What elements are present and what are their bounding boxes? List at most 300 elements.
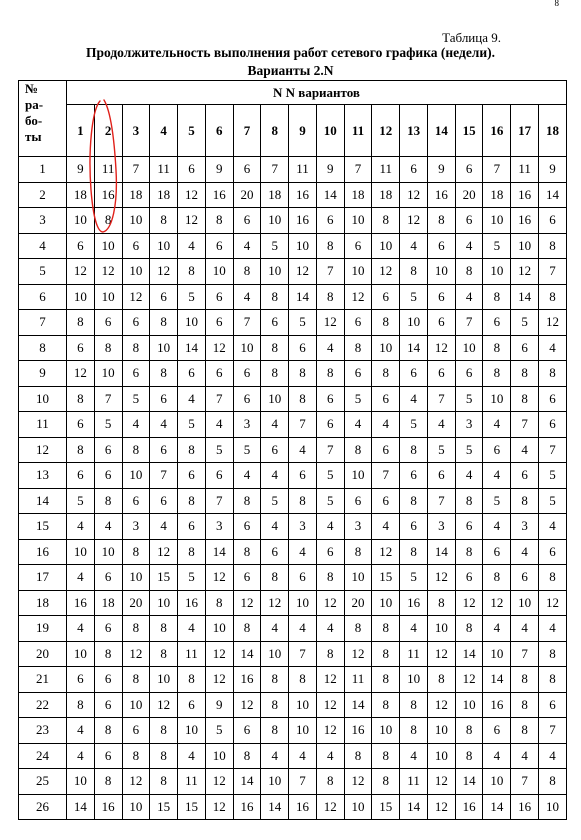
work-number-cell: 4 — [19, 233, 67, 259]
duration-cell: 8 — [400, 437, 428, 463]
duration-cell: 10 — [261, 259, 289, 285]
duration-cell: 10 — [150, 335, 178, 361]
duration-cell: 20 — [122, 590, 150, 616]
duration-cell: 8 — [233, 259, 261, 285]
duration-cell: 8 — [178, 437, 206, 463]
table-row — [19, 743, 567, 769]
duration-cell: 8 — [233, 616, 261, 642]
duration-cell: 6 — [539, 692, 567, 718]
duration-cell: 8 — [150, 641, 178, 667]
duration-cell: 12 — [122, 284, 150, 310]
duration-cell: 11 — [400, 769, 428, 795]
page-number: 8 — [554, 0, 559, 8]
duration-cell: 5 — [261, 488, 289, 514]
duration-cell: 9 — [427, 157, 455, 183]
duration-cell: 8 — [205, 208, 233, 234]
duration-cell: 14 — [67, 794, 95, 820]
duration-cell: 6 — [205, 284, 233, 310]
work-number-cell: 24 — [19, 743, 67, 769]
duration-cell: 12 — [150, 259, 178, 285]
duration-cell: 7 — [316, 437, 344, 463]
duration-cell: 10 — [483, 259, 511, 285]
duration-cell: 6 — [539, 539, 567, 565]
duration-cell: 14 — [261, 794, 289, 820]
duration-cell: 10 — [427, 743, 455, 769]
durations-table — [18, 80, 567, 820]
duration-cell: 8 — [316, 361, 344, 387]
table-label: Таблица 9. — [442, 30, 501, 45]
duration-cell: 12 — [94, 259, 122, 285]
variant-number-header: 18 — [539, 105, 567, 157]
duration-cell: 15 — [372, 565, 400, 591]
duration-cell: 12 — [483, 590, 511, 616]
duration-cell: 4 — [455, 284, 483, 310]
duration-cell: 7 — [511, 412, 539, 438]
duration-cell: 8 — [261, 335, 289, 361]
duration-cell: 10 — [289, 718, 317, 744]
duration-cell: 7 — [289, 641, 317, 667]
corner-line: ра- — [25, 97, 44, 112]
duration-cell: 20 — [344, 590, 372, 616]
duration-cell: 6 — [539, 412, 567, 438]
duration-cell: 6 — [233, 208, 261, 234]
duration-cell: 10 — [400, 310, 428, 336]
duration-cell: 10 — [289, 590, 317, 616]
duration-cell: 12 — [205, 769, 233, 795]
duration-cell: 4 — [483, 616, 511, 642]
duration-cell: 15 — [150, 794, 178, 820]
duration-cell: 14 — [344, 692, 372, 718]
duration-cell: 5 — [344, 386, 372, 412]
duration-cell: 16 — [427, 182, 455, 208]
table-row — [19, 233, 567, 259]
duration-cell: 10 — [150, 667, 178, 693]
duration-cell: 4 — [94, 514, 122, 540]
duration-cell: 11 — [178, 769, 206, 795]
duration-cell: 4 — [483, 412, 511, 438]
variant-number-header: 7 — [233, 105, 261, 157]
variant-number-header: 4 — [150, 105, 178, 157]
duration-cell: 8 — [233, 488, 261, 514]
duration-cell: 4 — [511, 616, 539, 642]
duration-cell: 10 — [150, 233, 178, 259]
duration-cell: 7 — [539, 437, 567, 463]
duration-cell: 8 — [539, 565, 567, 591]
duration-cell: 10 — [261, 208, 289, 234]
duration-cell: 8 — [94, 718, 122, 744]
duration-cell: 18 — [483, 182, 511, 208]
duration-cell: 8 — [372, 616, 400, 642]
duration-cell: 7 — [455, 310, 483, 336]
duration-cell: 6 — [122, 488, 150, 514]
duration-cell: 6 — [539, 208, 567, 234]
duration-cell: 4 — [289, 539, 317, 565]
variant-number-header: 1 — [67, 105, 95, 157]
duration-cell: 5 — [67, 488, 95, 514]
duration-cell: 8 — [67, 692, 95, 718]
duration-cell: 5 — [261, 233, 289, 259]
duration-cell: 8 — [372, 641, 400, 667]
duration-cell: 8 — [316, 769, 344, 795]
duration-cell: 4 — [289, 616, 317, 642]
duration-cell: 9 — [205, 157, 233, 183]
duration-cell: 4 — [539, 616, 567, 642]
duration-cell: 6 — [233, 565, 261, 591]
duration-cell: 7 — [289, 412, 317, 438]
duration-cell: 12 — [67, 361, 95, 387]
table-row — [19, 667, 567, 693]
work-number-cell: 26 — [19, 794, 67, 820]
duration-cell: 10 — [372, 233, 400, 259]
duration-cell: 4 — [261, 616, 289, 642]
duration-cell: 8 — [400, 539, 428, 565]
duration-cell: 16 — [205, 182, 233, 208]
variant-number-header: 9 — [289, 105, 317, 157]
table-row — [19, 335, 567, 361]
duration-cell: 8 — [122, 743, 150, 769]
duration-cell: 12 — [289, 259, 317, 285]
table-row — [19, 641, 567, 667]
duration-cell: 8 — [344, 335, 372, 361]
variant-number-header: 3 — [122, 105, 150, 157]
table-row — [19, 437, 567, 463]
duration-cell: 8 — [455, 718, 483, 744]
duration-cell: 4 — [67, 718, 95, 744]
duration-cell: 4 — [511, 743, 539, 769]
duration-cell: 12 — [316, 667, 344, 693]
work-number-cell: 3 — [19, 208, 67, 234]
duration-cell: 8 — [483, 361, 511, 387]
duration-cell: 7 — [539, 718, 567, 744]
duration-cell: 6 — [94, 565, 122, 591]
duration-cell: 6 — [289, 463, 317, 489]
duration-cell: 4 — [372, 412, 400, 438]
duration-cell: 6 — [316, 539, 344, 565]
duration-cell: 4 — [261, 743, 289, 769]
duration-cell: 8 — [316, 284, 344, 310]
duration-cell: 6 — [94, 463, 122, 489]
duration-cell: 10 — [150, 590, 178, 616]
duration-cell: 7 — [483, 157, 511, 183]
duration-cell: 7 — [122, 157, 150, 183]
table-row — [19, 718, 567, 744]
duration-cell: 6 — [427, 310, 455, 336]
duration-cell: 11 — [150, 157, 178, 183]
duration-cell: 10 — [483, 641, 511, 667]
duration-cell: 8 — [400, 692, 428, 718]
duration-cell: 10 — [94, 361, 122, 387]
duration-cell: 5 — [483, 233, 511, 259]
duration-cell: 15 — [372, 794, 400, 820]
duration-cell: 10 — [289, 233, 317, 259]
table-row — [19, 692, 567, 718]
duration-cell: 16 — [455, 794, 483, 820]
duration-cell: 20 — [455, 182, 483, 208]
duration-cell: 6 — [122, 233, 150, 259]
duration-cell: 6 — [178, 157, 206, 183]
duration-cell: 6 — [205, 233, 233, 259]
duration-cell: 8 — [261, 284, 289, 310]
duration-cell: 8 — [150, 743, 178, 769]
duration-cell: 3 — [511, 514, 539, 540]
duration-cell: 12 — [205, 565, 233, 591]
duration-cell: 10 — [427, 616, 455, 642]
duration-cell: 4 — [539, 514, 567, 540]
variant-number-header: 2 — [94, 105, 122, 157]
duration-cell: 4 — [400, 616, 428, 642]
duration-cell: 8 — [511, 488, 539, 514]
duration-cell: 8 — [150, 718, 178, 744]
duration-cell: 8 — [372, 692, 400, 718]
duration-cell: 7 — [372, 463, 400, 489]
table-row — [19, 539, 567, 565]
duration-cell: 14 — [455, 769, 483, 795]
duration-cell: 6 — [455, 565, 483, 591]
duration-cell: 12 — [261, 590, 289, 616]
duration-cell: 8 — [261, 692, 289, 718]
duration-cell: 4 — [150, 514, 178, 540]
duration-cell: 12 — [455, 590, 483, 616]
work-number-cell: 8 — [19, 335, 67, 361]
duration-cell: 6 — [150, 284, 178, 310]
duration-cell: 6 — [205, 361, 233, 387]
duration-cell: 18 — [344, 182, 372, 208]
duration-cell: 6 — [261, 437, 289, 463]
duration-cell: 8 — [233, 539, 261, 565]
duration-cell: 18 — [150, 182, 178, 208]
duration-cell: 8 — [427, 590, 455, 616]
duration-cell: 4 — [233, 233, 261, 259]
duration-cell: 14 — [483, 794, 511, 820]
duration-cell: 16 — [400, 590, 428, 616]
duration-cell: 10 — [427, 259, 455, 285]
duration-cell: 10 — [178, 718, 206, 744]
duration-cell: 12 — [344, 284, 372, 310]
duration-cell: 10 — [122, 565, 150, 591]
duration-cell: 10 — [122, 208, 150, 234]
duration-cell: 4 — [67, 565, 95, 591]
duration-cell: 16 — [289, 182, 317, 208]
duration-cell: 6 — [372, 437, 400, 463]
corner-line: № — [25, 81, 39, 96]
duration-cell: 14 — [539, 182, 567, 208]
duration-cell: 16 — [233, 667, 261, 693]
duration-cell: 8 — [539, 769, 567, 795]
duration-cell: 6 — [178, 463, 206, 489]
duration-cell: 18 — [261, 182, 289, 208]
duration-cell: 4 — [316, 743, 344, 769]
duration-cell: 10 — [483, 386, 511, 412]
duration-cell: 7 — [150, 463, 178, 489]
duration-cell: 6 — [261, 310, 289, 336]
duration-cell: 10 — [122, 794, 150, 820]
variant-number-header: 17 — [511, 105, 539, 157]
duration-cell: 18 — [67, 182, 95, 208]
work-number-cell: 7 — [19, 310, 67, 336]
duration-cell: 10 — [178, 310, 206, 336]
work-number-cell: 14 — [19, 488, 67, 514]
duration-cell: 8 — [261, 667, 289, 693]
duration-cell: 4 — [289, 743, 317, 769]
duration-cell: 7 — [205, 488, 233, 514]
duration-cell: 4 — [344, 412, 372, 438]
duration-cell: 8 — [178, 488, 206, 514]
duration-cell: 8 — [261, 565, 289, 591]
duration-cell: 10 — [261, 386, 289, 412]
duration-cell: 7 — [539, 259, 567, 285]
duration-cell: 10 — [94, 233, 122, 259]
duration-cell: 14 — [483, 667, 511, 693]
duration-cell: 7 — [261, 157, 289, 183]
duration-cell: 4 — [67, 616, 95, 642]
duration-cell: 3 — [233, 412, 261, 438]
duration-cell: 7 — [427, 488, 455, 514]
duration-cell: 16 — [511, 182, 539, 208]
duration-cell: 12 — [316, 590, 344, 616]
duration-cell: 8 — [372, 667, 400, 693]
work-number-cell: 19 — [19, 616, 67, 642]
duration-cell: 6 — [539, 386, 567, 412]
duration-cell: 6 — [455, 361, 483, 387]
variant-number-header: 13 — [400, 105, 428, 157]
duration-cell: 12 — [427, 565, 455, 591]
table-row — [19, 514, 567, 540]
duration-cell: 8 — [205, 590, 233, 616]
duration-cell: 8 — [122, 667, 150, 693]
duration-cell: 8 — [150, 361, 178, 387]
duration-cell: 8 — [511, 667, 539, 693]
duration-cell: 4 — [233, 463, 261, 489]
duration-cell: 6 — [205, 310, 233, 336]
duration-cell: 6 — [455, 208, 483, 234]
duration-cell: 4 — [67, 743, 95, 769]
duration-cell: 6 — [233, 361, 261, 387]
duration-cell: 14 — [289, 284, 317, 310]
table-row — [19, 769, 567, 795]
duration-cell: 7 — [205, 386, 233, 412]
duration-cell: 8 — [511, 718, 539, 744]
duration-cell: 12 — [150, 692, 178, 718]
work-number-cell: 16 — [19, 539, 67, 565]
duration-cell: 4 — [400, 743, 428, 769]
duration-cell: 9 — [316, 157, 344, 183]
duration-cell: 8 — [122, 335, 150, 361]
duration-cell: 8 — [483, 565, 511, 591]
duration-cell: 6 — [427, 233, 455, 259]
duration-cell: 6 — [344, 488, 372, 514]
duration-cell: 12 — [205, 794, 233, 820]
duration-cell: 6 — [427, 284, 455, 310]
duration-cell: 15 — [178, 794, 206, 820]
duration-cell: 16 — [94, 794, 122, 820]
duration-cell: 8 — [400, 718, 428, 744]
table-row — [19, 284, 567, 310]
duration-cell: 6 — [94, 616, 122, 642]
duration-cell: 4 — [261, 514, 289, 540]
duration-cell: 10 — [427, 718, 455, 744]
work-number-cell: 20 — [19, 641, 67, 667]
duration-cell: 6 — [344, 233, 372, 259]
duration-cell: 12 — [511, 259, 539, 285]
duration-cell: 11 — [344, 667, 372, 693]
duration-cell: 8 — [261, 718, 289, 744]
duration-cell: 8 — [511, 692, 539, 718]
duration-cell: 10 — [483, 208, 511, 234]
duration-cell: 12 — [178, 182, 206, 208]
duration-cell: 8 — [344, 616, 372, 642]
duration-cell: 16 — [483, 692, 511, 718]
duration-cell: 14 — [178, 335, 206, 361]
duration-cell: 5 — [205, 718, 233, 744]
duration-cell: 6 — [427, 463, 455, 489]
duration-cell: 10 — [94, 284, 122, 310]
duration-cell: 6 — [261, 539, 289, 565]
duration-cell: 8 — [289, 667, 317, 693]
duration-cell: 5 — [400, 412, 428, 438]
table-title: Продолжительность выполнения работ сетевого графика (недели). — [85, 45, 496, 60]
duration-cell: 8 — [483, 284, 511, 310]
duration-cell: 12 — [344, 641, 372, 667]
duration-cell: 6 — [511, 335, 539, 361]
duration-cell: 10 — [372, 590, 400, 616]
duration-cell: 14 — [316, 182, 344, 208]
duration-cell: 6 — [316, 386, 344, 412]
duration-cell: 12 — [67, 259, 95, 285]
duration-cell: 8 — [427, 667, 455, 693]
duration-cell: 4 — [400, 233, 428, 259]
duration-cell: 8 — [400, 488, 428, 514]
duration-cell: 5 — [455, 437, 483, 463]
duration-cell: 12 — [233, 590, 261, 616]
duration-cell: 6 — [427, 361, 455, 387]
duration-cell: 6 — [483, 310, 511, 336]
duration-cell: 8 — [150, 208, 178, 234]
duration-cell: 8 — [539, 233, 567, 259]
duration-cell: 10 — [372, 335, 400, 361]
duration-cell: 8 — [372, 208, 400, 234]
duration-cell: 12 — [372, 539, 400, 565]
duration-cell: 6 — [400, 514, 428, 540]
duration-cell: 11 — [178, 641, 206, 667]
duration-cell: 6 — [316, 208, 344, 234]
variant-number-header: 16 — [483, 105, 511, 157]
duration-cell: 14 — [400, 335, 428, 361]
duration-cell: 8 — [94, 208, 122, 234]
work-number-cell: 5 — [19, 259, 67, 285]
duration-cell: 12 — [344, 769, 372, 795]
duration-cell: 3 — [427, 514, 455, 540]
duration-cell: 12 — [150, 539, 178, 565]
duration-cell: 8 — [67, 386, 95, 412]
duration-cell: 9 — [539, 157, 567, 183]
duration-cell: 5 — [539, 463, 567, 489]
table-row — [19, 182, 567, 208]
duration-cell: 6 — [150, 386, 178, 412]
duration-cell: 10 — [233, 335, 261, 361]
table-row — [19, 616, 567, 642]
duration-cell: 16 — [511, 208, 539, 234]
variant-number-header: 15 — [455, 105, 483, 157]
duration-cell: 4 — [511, 539, 539, 565]
work-number-header — [19, 81, 67, 157]
duration-cell: 6 — [233, 718, 261, 744]
duration-cell: 6 — [289, 565, 317, 591]
duration-cell: 5 — [94, 412, 122, 438]
duration-cell: 4 — [316, 514, 344, 540]
duration-cell: 7 — [233, 310, 261, 336]
duration-cell: 9 — [67, 157, 95, 183]
duration-cell: 14 — [400, 794, 428, 820]
